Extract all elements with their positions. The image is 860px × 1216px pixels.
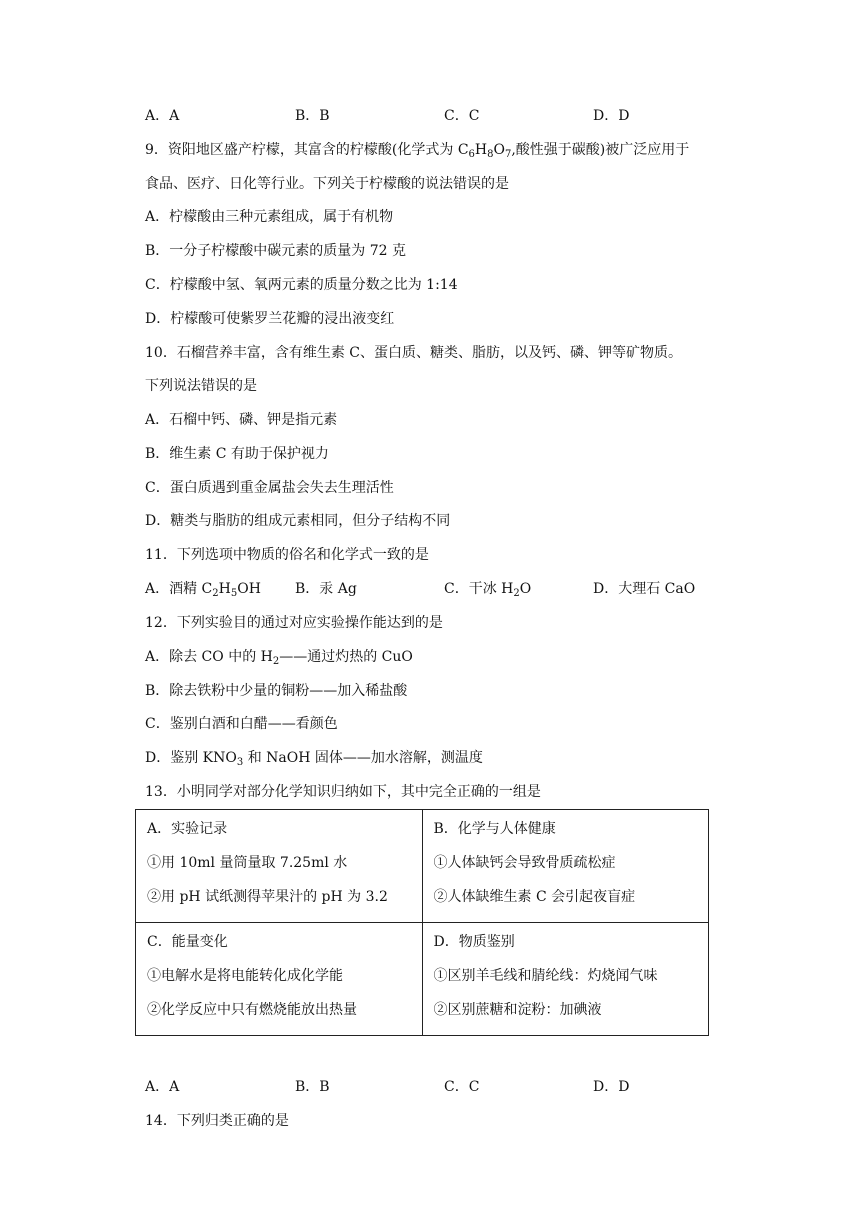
table-row (136, 923, 709, 1036)
q9-option-a: A．柠檬酸由三种元素组成，属于有机物 (145, 209, 394, 225)
q11-option-c: C．干冰 $H_2O$ (444, 581, 532, 599)
q9-stem-line2: 食品、医疗、日化等行业。下列关于柠檬酸的说法错误的是 (145, 176, 509, 192)
cell-c-item2: ②化学反应中只有燃烧能放出热量 (147, 1002, 357, 1018)
q12-option-c: C．鉴别白酒和白醋——看颜色 (145, 716, 338, 732)
q10-option-d: D．糖类与脂肪的组成元素相同，但分子结构不同 (145, 513, 451, 529)
q14-stem: 14．下列归类正确的是 (145, 1113, 289, 1129)
cell-a-item1: ①用 10ml 量筒量取 7.25ml 水 (147, 855, 348, 871)
q12-stem: 12．下列实验目的通过对应实验操作能达到的是 (145, 615, 443, 631)
table-cell-c (136, 923, 423, 1036)
q11-option-d: D．大理石 CaO (593, 581, 696, 597)
q9-stem-line1: 9．资阳地区盛产柠檬，其富含的柠檬酸(化学式为 $C_6H_8O_7$,酸性强于碳酸)被广泛应用于 (145, 142, 690, 160)
q13-knowledge-table (135, 809, 709, 1036)
q13-stem: 13．小明同学对部分化学知识归纳如下，其中完全正确的一组是 (145, 784, 541, 800)
cell-b-title: B．化学与人体健康 (433, 821, 556, 837)
table-cell-a (136, 810, 423, 923)
q12-option-a: A．除去 CO 中的 $H_2——$通过灼热的 CuO (145, 649, 413, 667)
q8-option-b: B．B (295, 108, 330, 124)
table-row (136, 810, 709, 923)
q13-option-b: B．B (295, 1079, 330, 1095)
cell-d-item1: ①区别羊毛线和腈纶线：灼烧闻气味 (433, 968, 658, 984)
cell-c-item1: ①电解水是将电能转化成化学能 (147, 968, 343, 984)
cell-a-item2: ②用 pH 试纸测得苹果汁的 pH 为 3.2 (147, 889, 388, 905)
cell-b-item1: ①人体缺钙会导致骨质疏松症 (433, 855, 616, 871)
q8-option-a: A．A (145, 108, 180, 124)
q10-option-b: B．维生素 C 有助于保护视力 (145, 446, 329, 462)
q9-option-d: D．柠檬酸可使紫罗兰花瓣的浸出液变红 (145, 311, 395, 327)
q10-stem-line1: 10．石榴营养丰富，含有维生素 C、蛋白质、糖类、脂肪，以及钙、磷、钾等矿物质。 (145, 345, 682, 361)
cell-c-title: C．能量变化 (147, 934, 228, 950)
q11-stem: 11．下列选项中物质的俗名和化学式一致的是 (145, 547, 429, 563)
cell-d-item2: ②区别蔗糖和淀粉：加碘液 (433, 1002, 602, 1018)
q13-option-a: A．A (145, 1079, 180, 1095)
table-cell-b (422, 810, 709, 923)
q10-stem-line2: 下列说法错误的是 (145, 378, 257, 394)
q9-option-b: B．一分子柠檬酸中碳元素的质量为 72 克 (145, 243, 407, 259)
table-cell-d (422, 923, 709, 1036)
q11-option-b: B．汞 Ag (295, 581, 357, 597)
q13-option-c: C．C (444, 1079, 480, 1095)
q10-option-c: C．蛋白质遇到重金属盐会失去生理活性 (145, 480, 394, 496)
q11-options (145, 580, 705, 598)
q13-option-d: D．D (593, 1079, 630, 1095)
cell-a-title: A．实验记录 (147, 821, 228, 837)
cell-d-title: D．物质鉴别 (433, 934, 515, 950)
q8-option-d: D．D (593, 108, 630, 124)
cell-b-item2: ②人体缺维生素 C 会引起夜盲症 (433, 889, 636, 905)
q9-option-c: C．柠檬酸中氢、氧两元素的质量分数之比为 1:14 (145, 277, 458, 293)
q13-options (145, 1078, 705, 1096)
q8-options (145, 107, 705, 125)
q12-option-d: D．鉴别 $KNO_3$ 和 NaOH 固体——加水溶解，测温度 (145, 750, 483, 768)
q10-option-a: A．石榴中钙、磷、钾是指元素 (145, 412, 338, 428)
q12-option-b: B．除去铁粉中少量的铜粉——加入稀盐酸 (145, 683, 408, 699)
q8-option-c: C．C (444, 108, 480, 124)
q11-option-a: A．酒精 $C_2H_5OH$ (145, 581, 261, 599)
